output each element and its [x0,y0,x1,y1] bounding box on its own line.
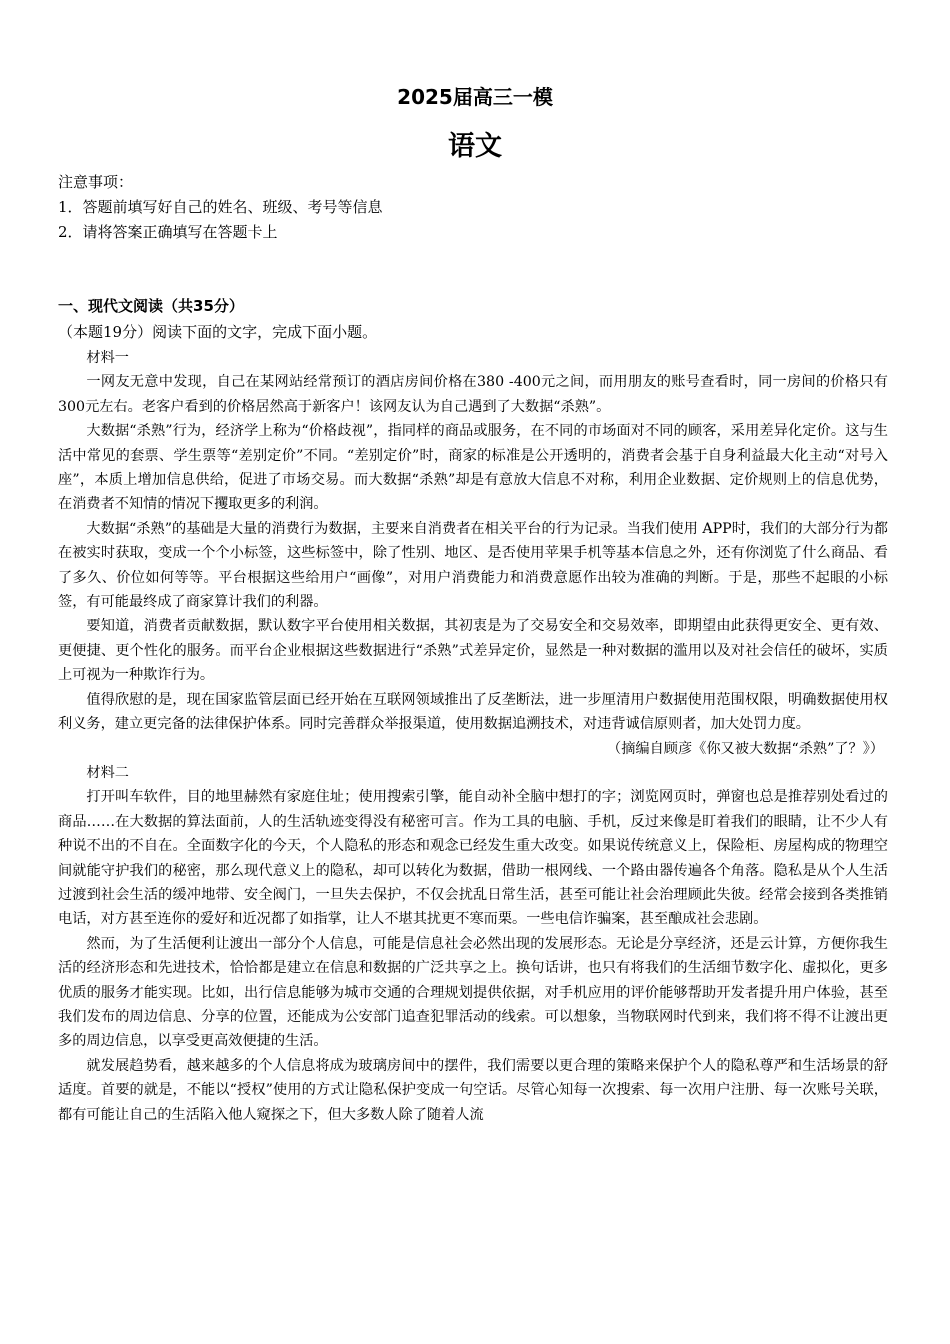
paragraph: 然而，为了生活便利让渡出一部分个人信息，可能是信息社会必然出现的发展形态。无论是分享经济，还是云计算，方便你我生活的经济形态和先进技术，恰恰都是建立在信息和数据的广泛共享之上。换句话讲，也只有将我们的生活细节数字化、虚拟化，更多优质的服务才能实现。比如，出行信息能够为城市交通的合理规划提供依据，对手机应用的评价能够帮助开发者提升用户体验，甚至我们发布的周边信息、分享的位置，还能成为公安部门追查犯罪活动的线索。可以想象，当物联网时代到来，我们将不得不让渡出更多的周边信息，以享受更高效便捷的生活。 [58,935,888,1050]
notes-item: 1．答题前填写好自己的姓名、班级、考号等信息 [58,198,383,216]
material-label: 材料二 [86,764,129,781]
paragraph: 要知道，消费者贡献数据，默认数字平台使用相关数据，其初衷是为了交易安全和交易效率，即期望由此获得更安全、更有效、更便捷、更个性化的服务。而平台企业根据这些数据进行“杀熟”式差异定价，显然是一种对数据的滥用以及对社会信任的破坏，实质上可视为一种欺诈行为。 [58,618,888,684]
paragraph: 大数据“杀熟”行为，经济学上称为“价格歧视”，指同样的商品或服务，在不同的市场面对不同的顾客，采用差异化定价。这与生活中常见的套票、学生票等“差别定价”不同。“差别定价”时，商家的标准是公开透明的，消费者会基于自身利益最大化主动“对号入座”，本质上增加信息供给，促进了市场交易。而大数据“杀熟”却是有意放大信息不对称，利用企业数据、定价规则上的信息优势，在消费者不知情的情况下攫取更多的利润。 [58,423,888,513]
paragraph: 打开叫车软件，目的地里赫然有家庭住址；使用搜索引擎，能自动补全脑中想打的字；浏览网页时，弹窗也总是推荐别处看过的商品……在大数据的算法面前，人的生活轨迹变得没有秘密可言。作为工具的电脑、手机，反过来像是盯着我们的眼睛，让不少人有种说不出的不自在。全面数字化的今天，个人隐私的形态和观念已经发生重大改变。如果说传统意义上，保险柜、房屋构成的物理空间就能守护我们的秘密，那么现代意义上的隐私，却可以转化为数据，借助一根网线、一个路由器传遍各个角落。隐私是从个人生活过渡到社会生活的缓冲地带、安全阀门，一旦失去保护，不仅会扰乱日常生活，甚至可能让社会治理顾此失彼。经常会接到各类推销电话，对方甚至连你的爱好和近况都了如指掌，让人不堪其扰更不寒而栗。一些电信诈骗案，甚至酿成社会悲剧。 [58,789,888,928]
notes-item: 2．请将答案正确填写在答题卡上 [58,223,278,241]
material-label: 材料一 [86,350,129,366]
paragraph: 值得欣慰的是，现在国家监管层面已经开始在互联网领域推出了反垄断法，进一步厘清用户数据使用范围权限，明确数据使用权利义务，建立更完备的法律保护体系。同时完善群众举报渠道，使用数据追溯技术，对违背诚信原则者，加大处罚力度。 [58,691,888,733]
notes-heading: 注意事项： [58,173,134,191]
reading-passage [58,346,888,1127]
paragraph: 一网友无意中发现，自己在某网站经常预订的酒店房间价格在380 -400元之间，而用朋友的账号查看时，同一房间的价格只有300元左右。老客户看到的价格居然高于新客户！该网友认为自己遇到了大数据“杀熟”。 [58,374,888,415]
exam-notes [58,170,898,245]
subject-title: 语文 [448,131,502,162]
exam-title: 2025届高三一模 [397,85,553,109]
source-citation: （摘编自顾彦《你又被大数据“杀熟”了？》） [607,740,884,757]
question-intro: （本题19分）阅读下面的文字，完成下面小题。 [58,323,378,341]
paragraph: 大数据“杀熟”的基础是大量的消费行为数据，主要来自消费者在相关平台的行为记录。当我们使用 APP时，我们的大部分行为都在被实时获取，变成一个个小标签，这些标签中，除了性别、地区、是否使用苹果手机等基本信息之外，还有你浏览了什么商品、看了多久、价位如何等等。平台根据这些给用户“画像”，对用户消费能力和消费意愿作出较为准确的判断。于是，那些不起眼的小标签，有可能最终成了商家算计我们的利器。 [58,520,888,611]
paragraph: 就发展趋势看，越来越多的个人信息将成为玻璃房间中的摆件，我们需要以更合理的策略来保护个人的隐私尊严和生活场景的舒适度。首要的就是，不能以“授权”使用的方式让隐私保护变成一句空话。尽管心知每一次搜索、每一次用户注册、每一次账号关联，都有可能让自己的生活陷入他人窥探之下，但大多数人除了随着人流 [58,1057,888,1123]
section-heading: 一、现代文阅读（共35分） [58,297,244,315]
